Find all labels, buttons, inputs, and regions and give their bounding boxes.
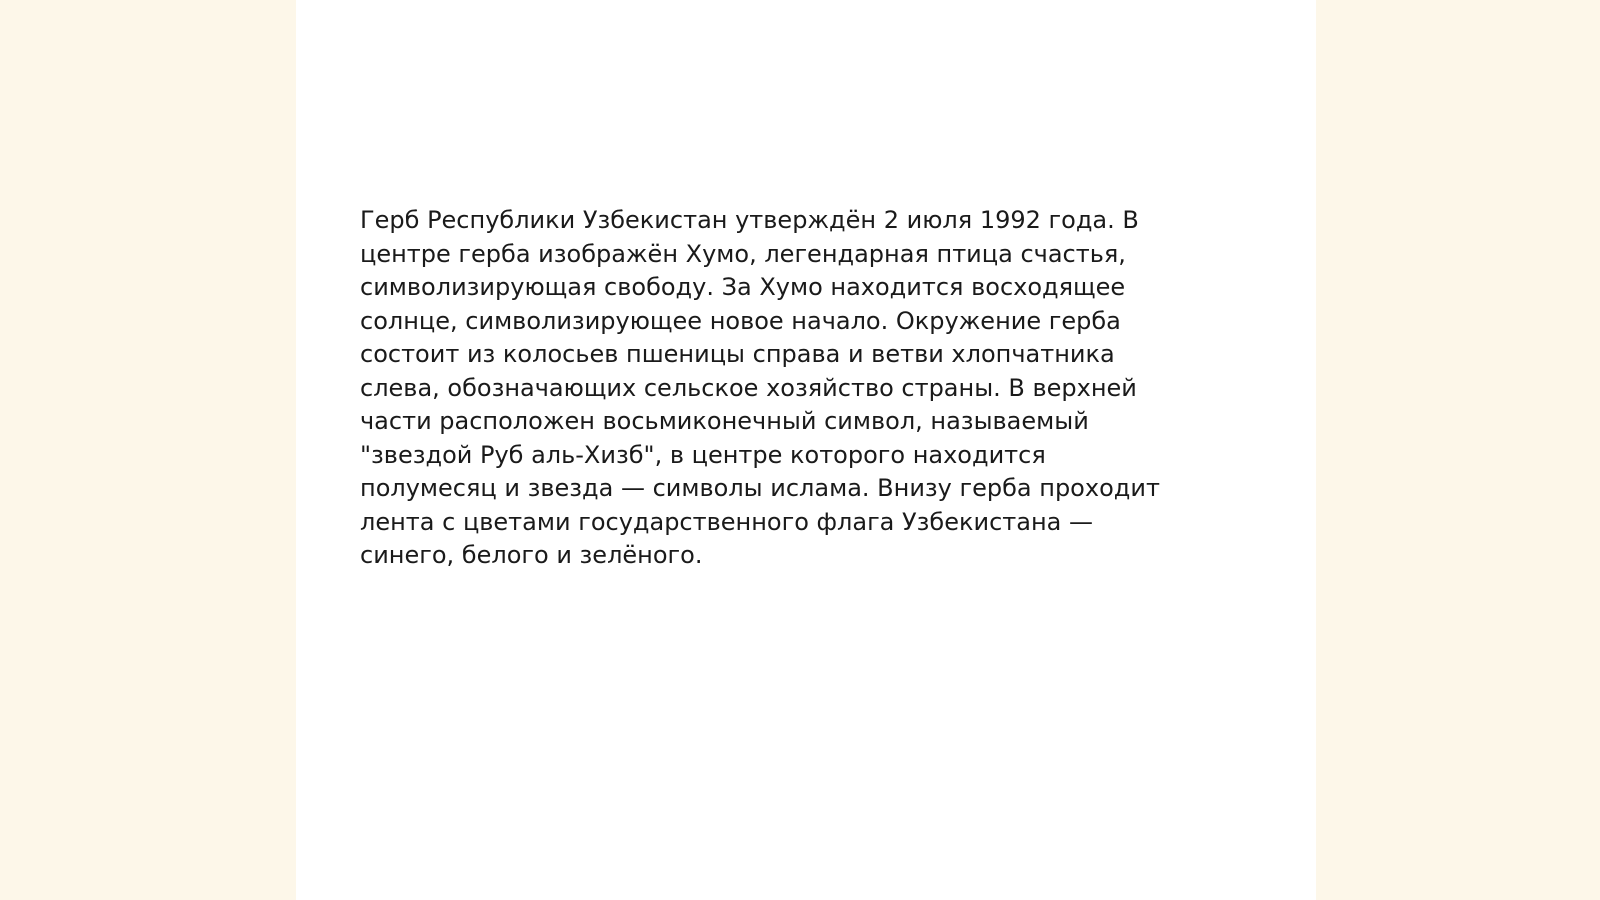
- text-line-1: Герб Республики Узбекистан утверждён 2 июля 1992 года. В: [360, 206, 1139, 234]
- text-line-11: синего, белого и зелёного.: [360, 541, 703, 569]
- text-line-6: слева, обозначающих сельское хозяйство страны. В верхней: [360, 373, 1137, 402]
- text-line-4: солнце, символизирующее новое начало. Окружение герба: [360, 306, 1121, 335]
- text-line-3: символизирующая свободу. За Хумо находится восходящее: [360, 273, 1126, 301]
- slide-page: [296, 0, 1316, 900]
- text-line-5: состоит из колосьев пшеницы справа и ветви хлопчатника: [360, 340, 1115, 368]
- body-text: [360, 204, 1240, 573]
- text-line-8: "звездой Руб аль-Хизб", в центре которого находится: [360, 440, 1046, 469]
- text-line-7: части расположен восьмиконечный символ, называемый: [360, 407, 1089, 435]
- text-line-2: центре герба изображён Хумо, легендарная птица счастья,: [360, 239, 1126, 268]
- text-line-9: полумесяц и звезда — символы ислама. Внизу герба проходит: [360, 474, 1160, 502]
- text-line-10: лента с цветами государственного флага Узбекистана —: [360, 507, 1093, 536]
